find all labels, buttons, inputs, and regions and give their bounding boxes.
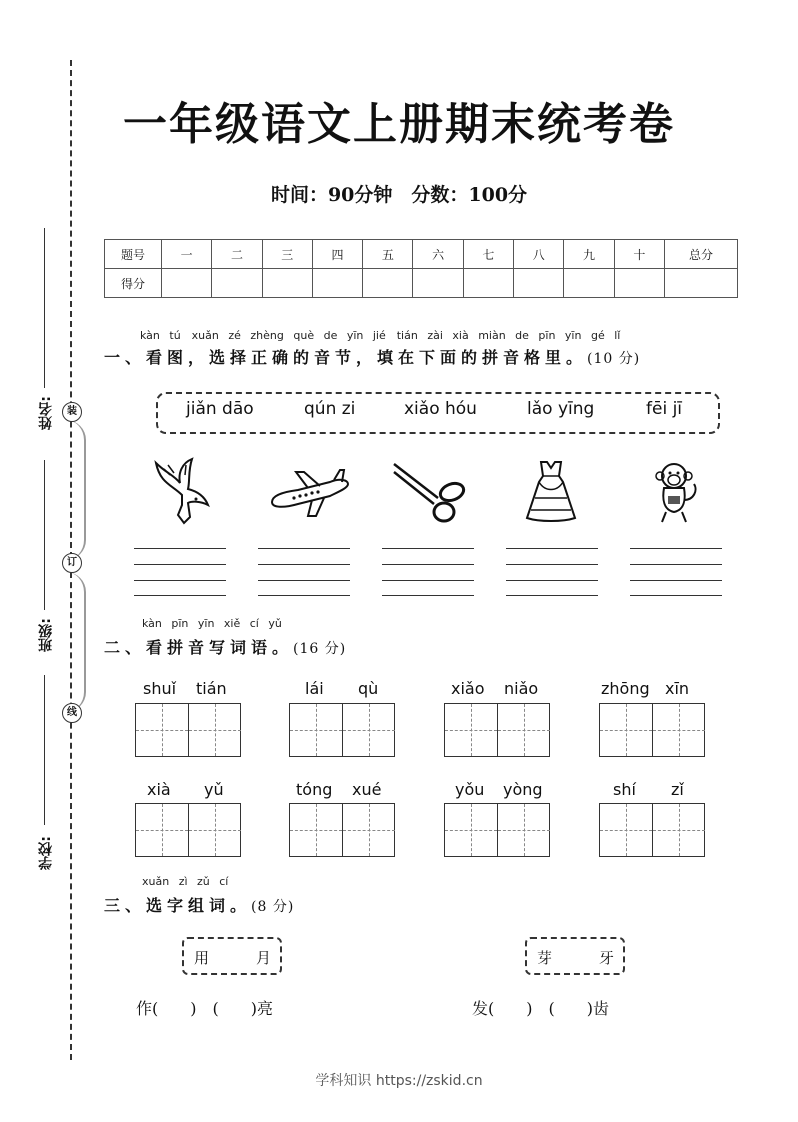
section2-heading — [104, 635, 346, 658]
score-cell[interactable] — [514, 269, 564, 298]
monkey-icon — [652, 460, 702, 524]
word-pinyin: lái — [305, 679, 324, 698]
tianzige-grid[interactable] — [289, 703, 395, 757]
word-pinyin: tián — [196, 679, 227, 698]
score-cell[interactable] — [363, 269, 413, 298]
name-blank-line — [44, 228, 45, 388]
word-pinyin: shuǐ — [143, 679, 177, 698]
table-cell: 七 — [463, 240, 513, 269]
word-pinyin: zǐ — [671, 780, 684, 799]
table-cell: 六 — [413, 240, 463, 269]
section1-heading — [104, 345, 640, 368]
exam-info: 时间：90分钟 分数：100分 — [270, 184, 528, 206]
section2-heading-text: 二、看拼音写词语。 — [104, 638, 294, 657]
score-cell[interactable] — [312, 269, 362, 298]
school-label: 学校: — [38, 836, 54, 870]
char-choice: 芽 — [537, 949, 553, 967]
page-title: 一年级语文上册期末统考卷 — [123, 99, 675, 150]
score-cell[interactable] — [665, 269, 738, 298]
char-choice: 牙 — [599, 949, 615, 967]
section2-pinyin: kàn pīn yīn xiě cí yǔ — [142, 617, 282, 630]
fill-blank-row-2[interactable]: 发( ) ( )齿 — [472, 999, 609, 1018]
footer-watermark: 学科知识 https://zskid.cn — [315, 1073, 483, 1089]
word-pinyin: xīn — [665, 679, 690, 698]
word-pinyin: xià — [147, 780, 171, 799]
section3-points: (8 分) — [251, 899, 295, 915]
eagle-icon — [152, 455, 212, 527]
table-cell: 总分 — [665, 240, 738, 269]
section3-heading-text: 三、选字组词。 — [104, 896, 252, 915]
class-blank-line — [44, 460, 45, 610]
option-syllable: qún zi — [304, 399, 356, 419]
char-choice-box-2 — [525, 937, 625, 975]
section1-points: (10 分) — [587, 351, 641, 367]
char-choice: 用 — [194, 949, 210, 967]
word-pinyin: zhōng — [601, 679, 650, 698]
tianzige-grid[interactable] — [135, 803, 241, 857]
airplane-icon — [268, 468, 352, 520]
fill-blank-row-1[interactable]: 作( ) ( )亮 — [136, 999, 273, 1018]
option-syllable: xiǎo hóu — [404, 399, 477, 419]
table-row — [105, 240, 738, 269]
dress-icon — [523, 458, 579, 524]
word-pinyin: yǔ — [204, 780, 224, 799]
table-cell: 八 — [514, 240, 564, 269]
binding-mark-ding: 订 — [62, 553, 82, 573]
section1-heading-text: 一、看图，选择正确的音节，填在下面的拼音格里。 — [104, 348, 588, 367]
word-pinyin: tóng — [296, 780, 333, 799]
table-cell: 四 — [312, 240, 362, 269]
table-cell: 五 — [363, 240, 413, 269]
table-row — [105, 269, 738, 298]
table-cell: 得分 — [105, 269, 162, 298]
binding-arc — [64, 420, 86, 560]
binding-mark-zhuang: 装 — [62, 402, 82, 422]
tianzige-grid[interactable] — [599, 703, 705, 757]
option-syllable: fēi jī — [646, 399, 683, 419]
option-syllable: lǎo yīng — [527, 399, 595, 419]
word-pinyin: shí — [613, 780, 636, 799]
table-cell: 一 — [162, 240, 212, 269]
tianzige-grid[interactable] — [599, 803, 705, 857]
score-cell[interactable] — [463, 269, 513, 298]
school-blank-line — [44, 675, 45, 825]
table-cell: 二 — [212, 240, 262, 269]
name-label: 姓名: — [38, 396, 54, 430]
word-pinyin: niǎo — [504, 679, 539, 698]
score-cell[interactable] — [212, 269, 262, 298]
score-table — [104, 239, 738, 298]
section3-heading — [104, 893, 294, 916]
section1-pinyin: kàn tú xuǎn zé zhèng què de yīn jié tián zài xià miàn de pīn yīn gé lǐ — [140, 329, 621, 342]
tianzige-grid[interactable] — [135, 703, 241, 757]
class-label: 班级: — [38, 618, 54, 652]
score-cell[interactable] — [262, 269, 312, 298]
scissors-icon — [390, 460, 470, 524]
table-cell: 九 — [564, 240, 614, 269]
word-pinyin: qù — [358, 679, 379, 698]
tianzige-grid[interactable] — [289, 803, 395, 857]
word-pinyin: xué — [352, 780, 382, 799]
section2-points: (16 分) — [293, 641, 347, 657]
char-choice: 月 — [256, 949, 272, 967]
score-cell[interactable] — [162, 269, 212, 298]
score-cell[interactable] — [564, 269, 614, 298]
table-cell: 题号 — [105, 240, 162, 269]
word-pinyin: yòng — [503, 780, 543, 799]
table-cell: 十 — [614, 240, 664, 269]
tianzige-grid[interactable] — [444, 703, 550, 757]
table-cell: 三 — [262, 240, 312, 269]
tianzige-grid[interactable] — [444, 803, 550, 857]
binding-arc — [64, 572, 86, 712]
section3-pinyin: xuǎn zì zǔ cí — [142, 875, 229, 888]
option-syllable: jiǎn dāo — [186, 399, 254, 419]
score-cell[interactable] — [413, 269, 463, 298]
word-pinyin: xiǎo — [451, 679, 485, 698]
binding-mark-xian: 线 — [62, 703, 82, 723]
char-choice-box-1 — [182, 937, 282, 975]
score-cell[interactable] — [614, 269, 664, 298]
word-pinyin: yǒu — [455, 780, 485, 799]
